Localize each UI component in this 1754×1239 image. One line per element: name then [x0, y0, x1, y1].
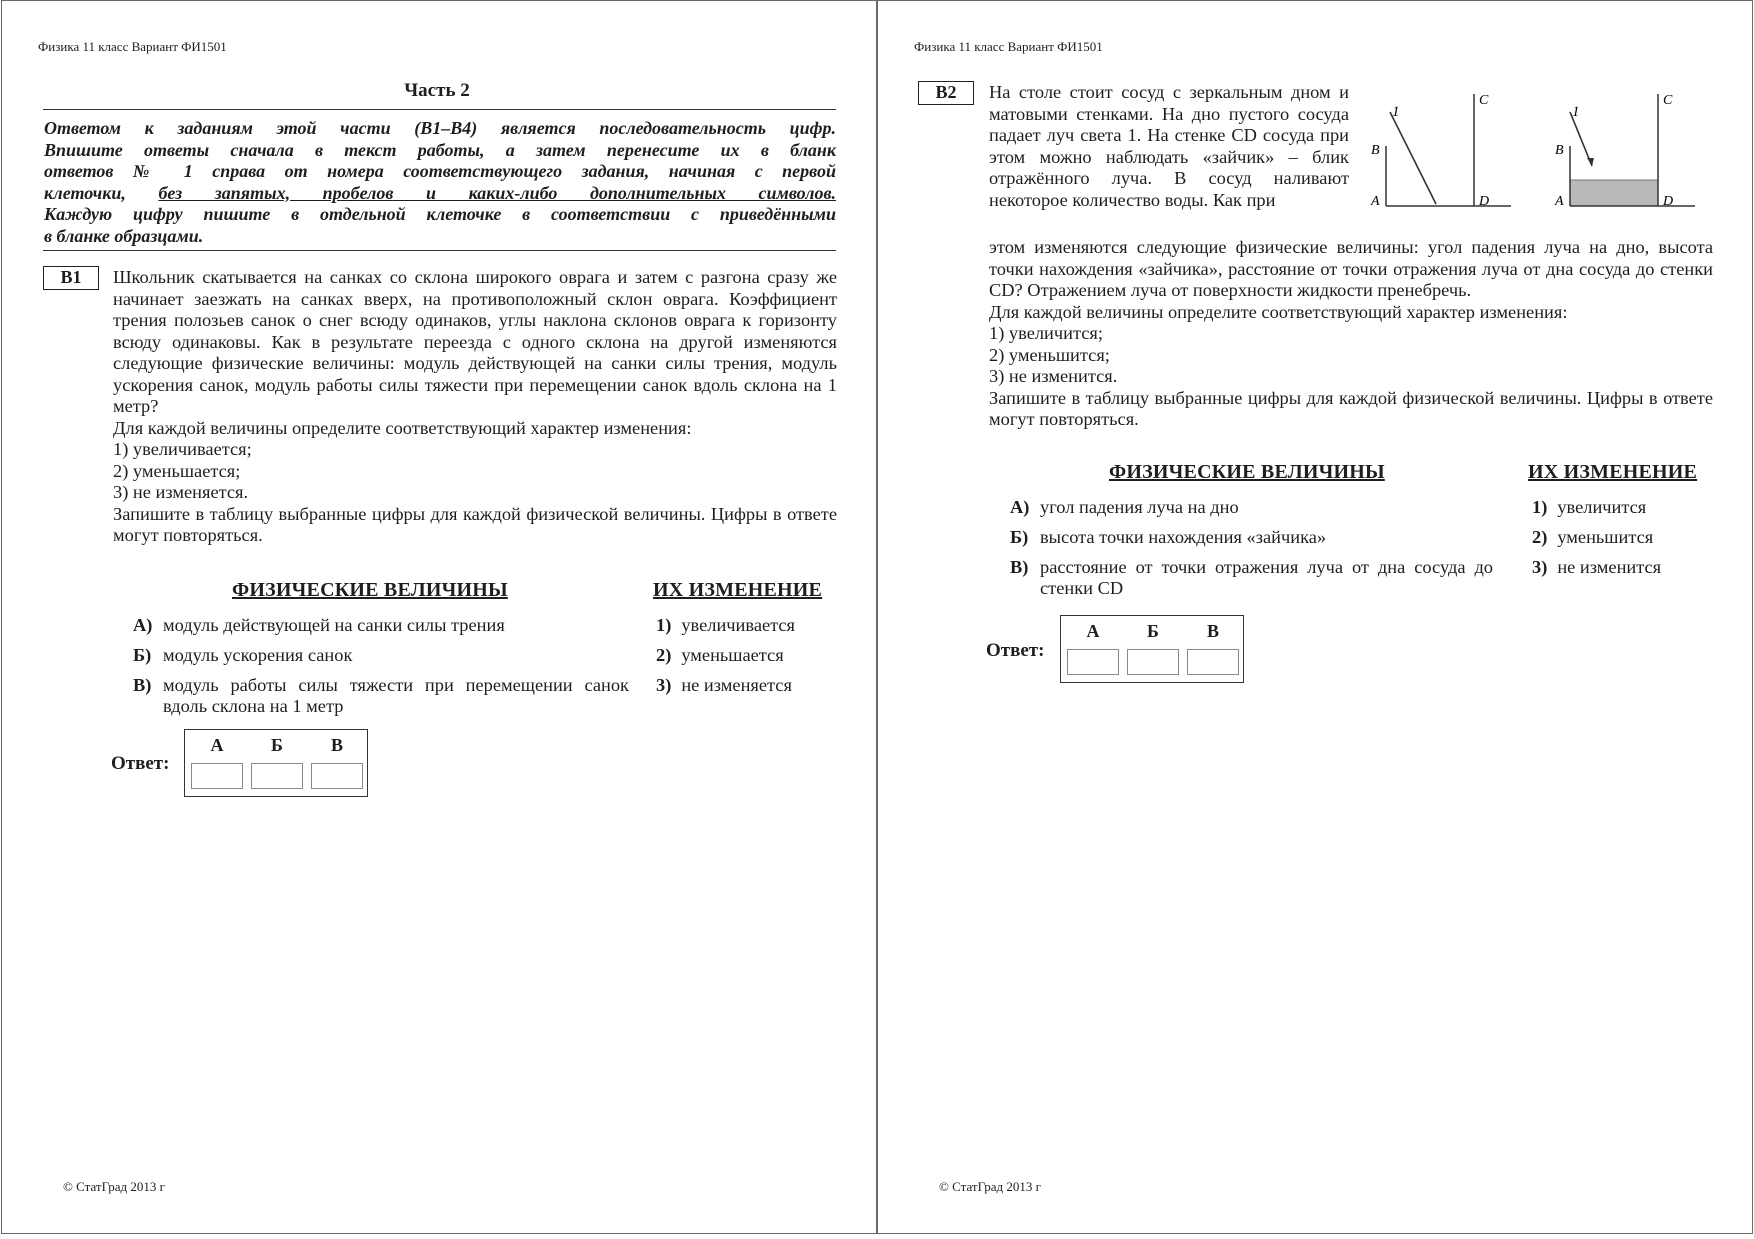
- instructions-line: [44, 183, 836, 205]
- quantity-letter: В): [133, 675, 152, 695]
- quantity-text: модуль действующей на санки силы трения: [163, 615, 505, 635]
- ray-label: 1: [1392, 104, 1400, 120]
- point-label: A: [1555, 194, 1564, 209]
- answer-column-label: Б: [1147, 621, 1159, 641]
- change-option: [656, 675, 792, 696]
- quantity-letter: Б): [133, 645, 152, 665]
- answer-label: Ответ:: [111, 753, 170, 774]
- quantity-text: модуль ускорения санок: [163, 645, 353, 665]
- change-text: уменьшится: [1557, 527, 1654, 547]
- quantity-letter: А): [133, 615, 153, 635]
- option-item: 2) уменьшится;: [989, 344, 1110, 365]
- quantity-letter: А): [1010, 497, 1030, 517]
- quantity-text: расстояние от точки отражения луча от дна сосуда до стенки CD: [1040, 557, 1493, 598]
- answer-cell[interactable]: [311, 763, 363, 789]
- instructions-text: клеточки,: [44, 182, 159, 203]
- option-list: [989, 323, 1713, 388]
- task-note: Запишите в таблицу выбранные цифры для каждой физической величины. Цифры в ответе могут повторяться.: [989, 387, 1713, 429]
- task-body: [989, 237, 1713, 431]
- instructions-line: в бланке образцами.: [44, 225, 204, 246]
- instructions-line: ответов № 1 справа от номера соответствующего задания, начиная с первой: [44, 161, 836, 181]
- arrow-head-icon: [1587, 158, 1594, 166]
- quantity-text: высота точки нахождения «зайчика»: [1040, 527, 1327, 547]
- instructions: [44, 118, 836, 247]
- task-number-badge: B2: [918, 81, 974, 105]
- task-prompt: Для каждой величины определите соответствующий характер изменения:: [989, 301, 1568, 322]
- change-number: 3): [656, 675, 672, 695]
- page-header: Физика 11 класс Вариант ФИ1501: [38, 39, 227, 54]
- part-title: Часть 2: [404, 80, 470, 101]
- vessel-empty-figure: [1366, 86, 1526, 214]
- point-label: B: [1371, 143, 1380, 158]
- change-number: 2): [656, 645, 672, 665]
- change-text: увеличится: [1557, 497, 1647, 517]
- point-label: D: [1479, 194, 1490, 209]
- ray-label: 1: [1572, 104, 1580, 120]
- task-text: На столе стоит сосуд с зеркальным дном и матовыми стенками. На дно пустого сосуда падает луч света 1. На стенке CD сосуда при этом можно наблюдать «зайчик» – блик отражённого луча. В сосуд наливают некоторое количество воды. Как при: [989, 82, 1349, 210]
- task-text: Школьник скатывается на санках со склона широкого оврага и затем с разгона сразу же начинает заезжать на санках вверх, на противоположный склон оврага. Коэффициент трения полозьев санок о снег всюду одинаков, углы наклона склонов оврага к горизонту всюду одинаковы. Как в результате переезда с одного склона на другой изменяются следующие физические величины: модуль действующей на санки силы трения, модуль ускорения санок, модуль работы силы тяжести при перемещении санок вдоль склона на 1 метр?: [113, 267, 837, 416]
- instructions-line: Ответом к заданиям этой части (В1–В4) является последовательность цифр.: [44, 118, 836, 138]
- page-footer: © СтатГрад 2013 г: [939, 1179, 1041, 1194]
- answer-cell[interactable]: [1127, 649, 1179, 675]
- option-item: 1) увеличивается;: [113, 439, 252, 459]
- answer-table: [1060, 615, 1244, 683]
- answer-column-label: Б: [271, 735, 283, 755]
- option-list: [113, 439, 837, 504]
- change-option: [1532, 557, 1661, 578]
- answer-column-label: В: [330, 735, 343, 755]
- vessel-water-figure: [1550, 86, 1710, 214]
- instructions-line: Каждую цифру пишите в отдельной клеточке в соответствии с приведёнными: [44, 204, 836, 224]
- point-label: D: [1663, 194, 1674, 209]
- change-text: не изменится: [1557, 557, 1662, 577]
- light-ray: [1390, 112, 1436, 204]
- point-label: C: [1479, 93, 1489, 108]
- instructions-line: Впишите ответы сначала в текст работы, а затем перенесите их в бланк: [44, 139, 836, 160]
- answer-column-label: А: [1086, 621, 1100, 641]
- quantity-text: модуль работы силы тяжести при перемещении санок вдоль склона на 1 метр: [163, 675, 629, 716]
- task-number-badge: B1: [43, 266, 99, 290]
- point-label: A: [1371, 194, 1380, 209]
- answer-table: [184, 729, 368, 797]
- answer-cell[interactable]: [1067, 649, 1119, 675]
- changes-header: ИХ ИЗМЕНЕНИЕ: [653, 579, 823, 601]
- quantities-header: ФИЗИЧЕСКИЕ ВЕЛИЧИНЫ: [1109, 461, 1385, 483]
- quantities-header: ФИЗИЧЕСКИЕ ВЕЛИЧИНЫ: [232, 579, 508, 601]
- answer-cell[interactable]: [251, 763, 303, 789]
- right-page: [877, 0, 1753, 1234]
- change-option: [656, 645, 784, 666]
- change-text: увеличивается: [681, 615, 796, 635]
- answer-column-label: В: [1206, 621, 1219, 641]
- option-item: 3) не изменится.: [989, 366, 1118, 386]
- answer-label: Ответ:: [986, 640, 1045, 661]
- change-option: [1532, 527, 1653, 548]
- quantity-text: угол падения луча на дно: [1040, 497, 1239, 517]
- option-item: 2) уменьшается;: [113, 460, 241, 481]
- quantity-letter: В): [1010, 557, 1029, 577]
- change-option: [1532, 497, 1646, 518]
- task-text: этом изменяются следующие физические величины: угол падения луча на дно, высота точки нахождения «зайчика», расстояние от точки отражения луча от дна сосуда до стенки CD? Отражением луча от поверхности жидкости пренебречь.: [989, 237, 1713, 300]
- change-text: уменьшается: [681, 645, 784, 665]
- page-footer: © СтатГрад 2013 г: [63, 1179, 165, 1194]
- change-number: 2): [1532, 527, 1548, 547]
- left-page: [1, 0, 877, 1234]
- instructions-emphasis: без запятых, пробелов и каких-либо дополнительных символов.: [158, 182, 837, 203]
- quantity-letter: Б): [1010, 527, 1029, 547]
- answer-column-label: А: [210, 735, 224, 755]
- option-item: 3) не изменяется.: [113, 482, 249, 502]
- change-text: не изменяется: [681, 675, 792, 695]
- point-label: C: [1663, 93, 1673, 108]
- water-layer: [1570, 180, 1658, 206]
- answer-cell[interactable]: [1187, 649, 1239, 675]
- change-number: 1): [1532, 497, 1548, 517]
- page-header: Физика 11 класс Вариант ФИ1501: [914, 39, 1103, 54]
- point-label: B: [1555, 143, 1564, 158]
- divider: [43, 250, 836, 251]
- changes-header: ИХ ИЗМЕНЕНИЕ: [1528, 461, 1698, 483]
- change-number: 3): [1532, 557, 1548, 577]
- answer-cell[interactable]: [191, 763, 243, 789]
- light-ray: [1570, 112, 1592, 166]
- option-item: 1) увеличится;: [989, 323, 1103, 343]
- change-option: [656, 615, 795, 636]
- task-prompt: Для каждой величины определите соответствующий характер изменения:: [113, 417, 692, 438]
- task-note: Запишите в таблицу выбранные цифры для каждой физической величины. Цифры в ответе могут повторяться.: [113, 503, 837, 545]
- divider: [43, 109, 836, 110]
- task-body: [113, 267, 837, 547]
- change-number: 1): [656, 615, 672, 635]
